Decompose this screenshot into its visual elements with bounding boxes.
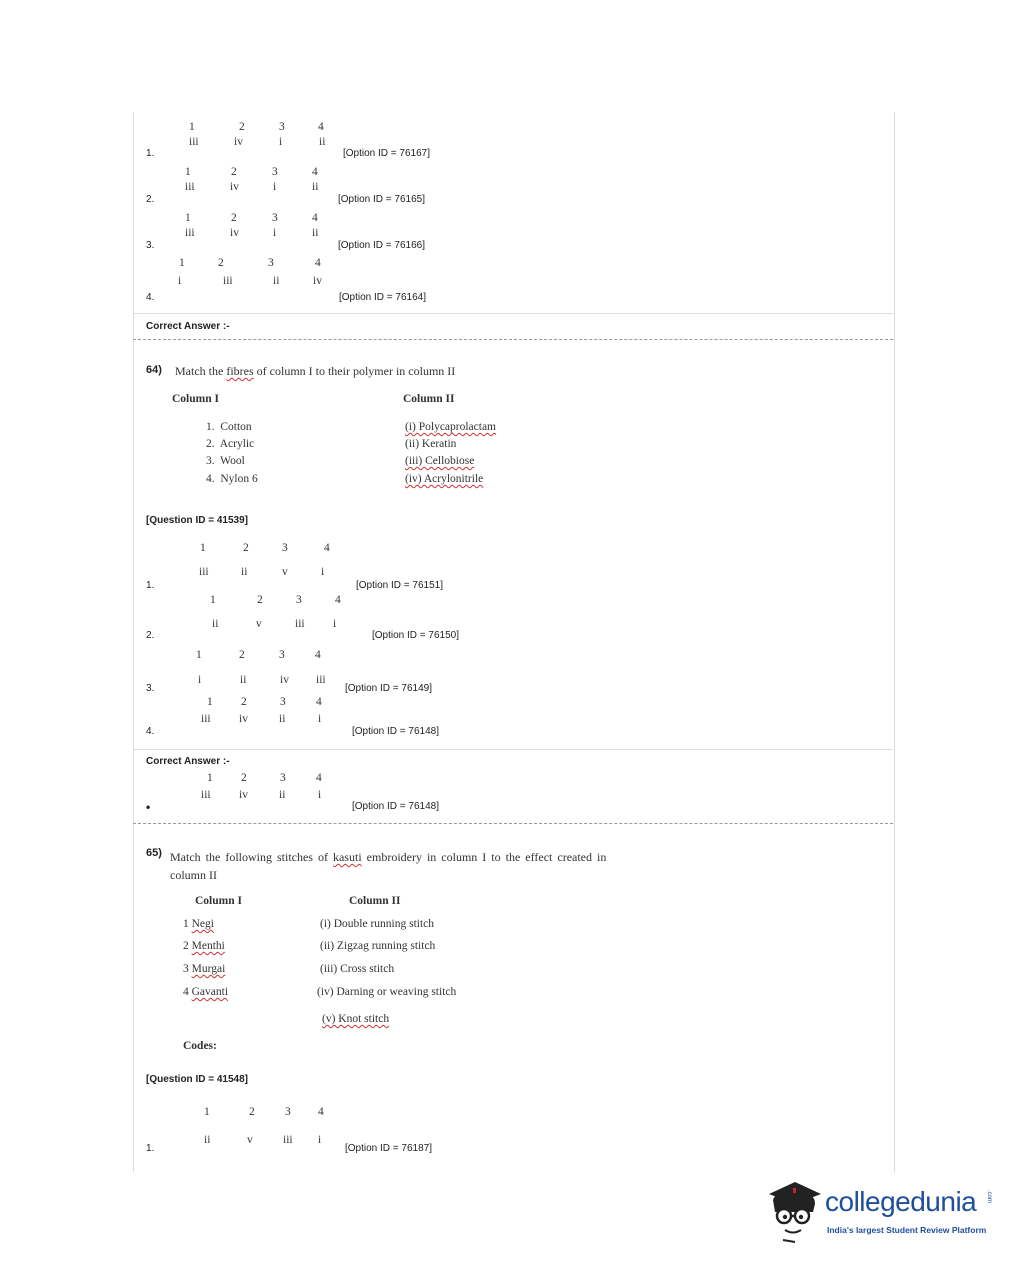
roman: iii xyxy=(316,674,326,686)
col-num: 1 xyxy=(185,212,191,224)
option-number: 1. xyxy=(146,148,155,159)
correct-answer-label: Correct Answer :- xyxy=(146,321,230,332)
column-1-item: 4 Gavanti xyxy=(183,986,229,998)
roman: v xyxy=(247,1134,253,1146)
bullet: • xyxy=(146,800,151,814)
option-number: 2. xyxy=(146,630,155,641)
column-1-item: 4. Nylon 6 xyxy=(206,473,258,485)
question-separator xyxy=(133,823,893,824)
column-1-item: 1. Cotton xyxy=(206,421,252,433)
roman: v xyxy=(256,618,262,630)
roman: ii xyxy=(212,618,219,630)
col-num: 3 xyxy=(272,212,278,224)
column-2-item: (ii) Zigzag running stitch xyxy=(320,940,436,952)
roman: i xyxy=(333,618,337,630)
roman: iii xyxy=(185,181,195,193)
col-num: 2 xyxy=(218,257,224,269)
question-separator xyxy=(133,339,893,340)
column-2-item: (v) Knot stitch xyxy=(322,1013,390,1025)
roman: iii xyxy=(223,275,233,287)
option-id: [Option ID = 76164] xyxy=(339,292,427,303)
question-text: Match the fibres of column I to their polymer in column II xyxy=(175,364,456,378)
col-num: 3 xyxy=(279,649,285,661)
roman: ii xyxy=(241,566,248,578)
question-text: Match the following stitches of kasuti embroidery in column I to the effect created in xyxy=(170,850,607,864)
question-text-line-2: column II xyxy=(170,868,217,882)
roman: ii xyxy=(279,713,286,725)
option-number: 3. xyxy=(146,683,155,694)
column-1-item: 3 Murgai xyxy=(183,963,226,975)
col-num: 2 xyxy=(243,542,249,554)
option-id: [Option ID = 76148] xyxy=(352,726,440,737)
option-id: [Option ID = 76166] xyxy=(338,240,426,251)
option-number: 3. xyxy=(146,240,155,251)
col-num: 3 xyxy=(279,121,285,133)
question-number: 64) xyxy=(146,364,162,376)
roman: iii xyxy=(283,1134,293,1146)
roman: iii xyxy=(189,136,199,148)
option-id: [Option ID = 76149] xyxy=(345,683,433,694)
mascot-icon xyxy=(765,1178,823,1246)
col-num: 1 xyxy=(185,166,191,178)
collegedunia-logo xyxy=(765,1178,995,1248)
column-2-item: (iii) Cross stitch xyxy=(320,963,395,975)
logo-com: .com xyxy=(986,1190,992,1204)
column-2-item: (iv) Darning or weaving stitch xyxy=(317,986,457,998)
roman: iii xyxy=(185,227,195,239)
roman: ii xyxy=(204,1134,211,1146)
col-num: 3 xyxy=(280,772,286,784)
option-id: [Option ID = 76151] xyxy=(356,580,444,591)
option-id: [Option ID = 76148] xyxy=(352,801,440,812)
roman: v xyxy=(282,566,288,578)
col-num: 2 xyxy=(241,696,247,708)
document-page xyxy=(133,112,895,1172)
col-num: 4 xyxy=(315,257,321,269)
roman: iii xyxy=(201,713,211,725)
col-num: 1 xyxy=(200,542,206,554)
roman: ii xyxy=(273,275,280,287)
col-num: 2 xyxy=(239,649,245,661)
roman: iv xyxy=(280,674,289,686)
roman: i xyxy=(279,136,283,148)
option-id: [Option ID = 76165] xyxy=(338,194,426,205)
column-1-item: 1 Negi xyxy=(183,918,214,930)
option-id: [Option ID = 76167] xyxy=(343,148,431,159)
option-id: [Option ID = 76150] xyxy=(372,630,460,641)
col-num: 2 xyxy=(231,166,237,178)
roman: iii xyxy=(199,566,209,578)
col-num: 4 xyxy=(318,121,324,133)
roman: ii xyxy=(319,136,326,148)
logo-tagline: India's largest Student Review Platform xyxy=(827,1225,987,1235)
col-num: 3 xyxy=(296,594,302,606)
col-num: 3 xyxy=(285,1106,291,1118)
col-num: 3 xyxy=(268,257,274,269)
col-num: 2 xyxy=(239,121,245,133)
column-2-heading: Column II xyxy=(349,895,401,907)
roman: ii xyxy=(279,789,286,801)
roman: iv xyxy=(313,275,322,287)
col-num: 3 xyxy=(280,696,286,708)
col-num: 2 xyxy=(249,1106,255,1118)
roman: iv xyxy=(234,136,243,148)
col-num: 1 xyxy=(196,649,202,661)
roman: i xyxy=(321,566,325,578)
divider xyxy=(133,313,893,314)
roman: ii xyxy=(312,227,319,239)
column-2-item: (i) Polycaprolactam xyxy=(405,421,497,433)
col-num: 2 xyxy=(241,772,247,784)
option-number: 2. xyxy=(146,194,155,205)
col-num: 3 xyxy=(282,542,288,554)
col-num: 4 xyxy=(324,542,330,554)
roman: ii xyxy=(312,181,319,193)
col-num: 1 xyxy=(189,121,195,133)
col-num: 1 xyxy=(207,772,213,784)
option-id: [Option ID = 76187] xyxy=(345,1143,433,1154)
question-id: [Question ID = 41548] xyxy=(146,1074,248,1085)
roman: i xyxy=(198,674,202,686)
col-num: 4 xyxy=(318,1106,324,1118)
col-num: 1 xyxy=(204,1106,210,1118)
roman: iv xyxy=(239,713,248,725)
option-number: 4. xyxy=(146,292,155,303)
roman: iv xyxy=(230,181,239,193)
roman: iii xyxy=(201,789,211,801)
roman: iv xyxy=(239,789,248,801)
roman: iii xyxy=(295,618,305,630)
roman: i xyxy=(318,713,322,725)
col-num: 1 xyxy=(179,257,185,269)
logo-name: collegedunia xyxy=(825,1186,977,1217)
roman: i xyxy=(273,227,277,239)
column-1-item: 2 Menthi xyxy=(183,940,225,952)
col-num: 4 xyxy=(312,166,318,178)
option-number: 1. xyxy=(146,1143,155,1154)
roman: iv xyxy=(230,227,239,239)
roman: i xyxy=(318,789,322,801)
roman: i xyxy=(178,275,182,287)
roman: i xyxy=(318,1134,322,1146)
column-1-heading: Column I xyxy=(195,895,242,907)
col-num: 4 xyxy=(315,649,321,661)
col-num: 1 xyxy=(207,696,213,708)
column-2-item: (i) Double running stitch xyxy=(320,918,435,930)
column-1-item: 3. Wool xyxy=(206,455,245,467)
divider xyxy=(133,749,893,750)
roman: i xyxy=(273,181,277,193)
col-num: 4 xyxy=(312,212,318,224)
column-1-item: 2. Acrylic xyxy=(206,438,255,450)
col-num: 2 xyxy=(231,212,237,224)
option-number: 4. xyxy=(146,726,155,737)
codes-label: Codes: xyxy=(183,1040,217,1052)
column-2-heading: Column II xyxy=(403,393,455,405)
column-2-item: (iv) Acrylonitrile xyxy=(405,473,484,485)
option-number: 1. xyxy=(146,580,155,591)
column-2-item: (iii) Cellobiose xyxy=(405,455,475,467)
col-num: 4 xyxy=(316,696,322,708)
col-num: 2 xyxy=(257,594,263,606)
col-num: 3 xyxy=(272,166,278,178)
col-num: 1 xyxy=(210,594,216,606)
column-1-heading: Column I xyxy=(172,393,219,405)
question-number: 65) xyxy=(146,847,162,859)
column-2-item: (ii) Keratin xyxy=(405,438,457,450)
col-num: 4 xyxy=(316,772,322,784)
question-id: [Question ID = 41539] xyxy=(146,515,248,526)
correct-answer-label: Correct Answer :- xyxy=(146,756,230,767)
roman: ii xyxy=(240,674,247,686)
col-num: 4 xyxy=(335,594,341,606)
